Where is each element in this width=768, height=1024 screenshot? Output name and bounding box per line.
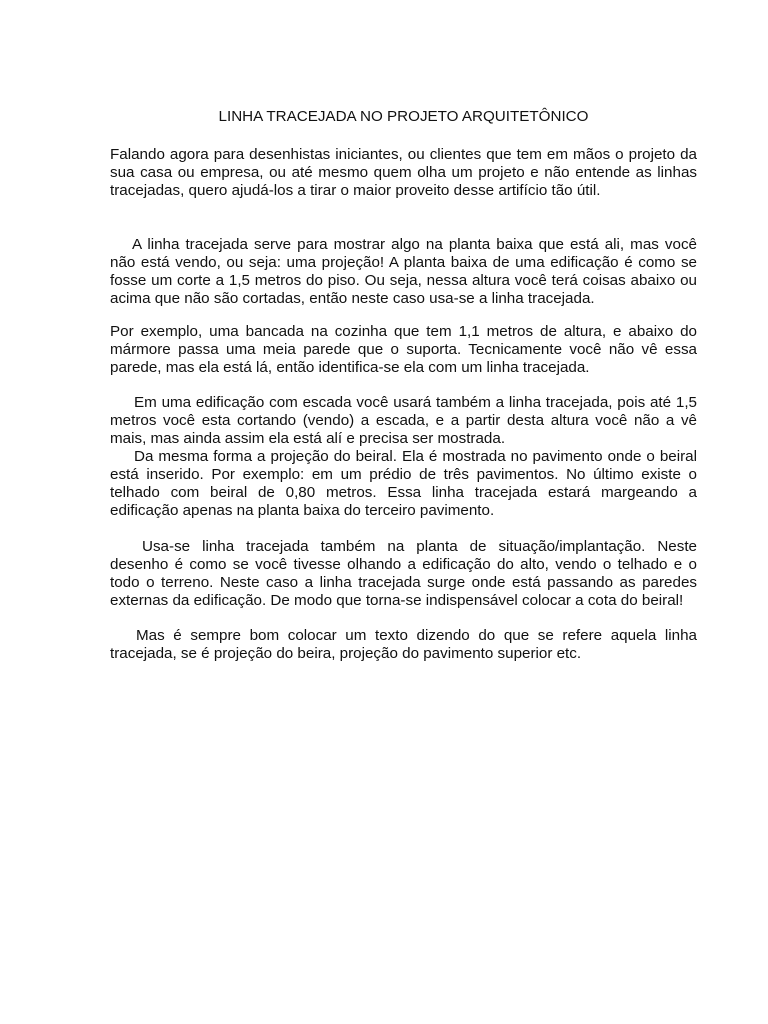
paragraph-example-bancada: Por exemplo, uma bancada na cozinha que tem 1,1 metros de altura, e abaixo do mármore passa uma meia parede que o suporta. Tecnicamente você não vê essa parede, mas ela está lá, então identifica-se ela com um linha tracejada. (110, 323, 697, 376)
paragraph-definition: A linha tracejada serve para mostrar algo na planta baixa que está ali, mas você não está vendo, ou seja: uma projeção! A planta baixa de uma edificação é como se fosse um corte a 1,5 metros do piso. Ou seja, nessa altura você terá coisas abaixo ou acima que não são cortadas, então neste caso usa-se a linha tracejada. (110, 236, 697, 307)
paragraph-conclusion: Mas é sempre bom colocar um texto dizendo do que se refere aquela linha tracejada, se é projeção do beira, projeção do pavimento superior etc. (110, 627, 697, 662)
paragraph-beiral: Da mesma forma a projeção do beiral. Ela é mostrada no pavimento onde o beiral está inserido. Por exemplo: em um prédio de três pavimentos. No último existe o telhado com beiral de 0,80 metros. Essa linha tracejada estará margeando a edificação apenas na planta baixa do terceiro pavimento. (110, 448, 697, 519)
paragraph-intro: Falando agora para desenhistas iniciantes, ou clientes que tem em mãos o projeto da sua casa ou empresa, ou até mesmo quem olha um projeto e não entende as linhas tracejadas, quero ajudá-los a tirar o maior proveito desse artifício tão útil. (110, 146, 697, 199)
paragraph-implantacao: Usa-se linha tracejada também na planta de situação/implantação. Neste desenho é como se você tivesse olhando a edificação do alto, vendo o telhado e o todo o terreno. Neste caso a linha tracejada surge onde está passando as paredes externas da edificação. De modo que torna-se indispensável colocar a cota do beiral! (110, 538, 697, 609)
paragraph-escada: Em uma edificação com escada você usará também a linha tracejada, pois até 1,5 metros você esta cortando (vendo) a escada, e a partir desta altura você não a vê mais, mas ainda assim ela está alí e precisa ser mostrada. (110, 394, 697, 447)
document-title: LINHA TRACEJADA NO PROJETO ARQUITETÔNICO (218, 108, 589, 125)
